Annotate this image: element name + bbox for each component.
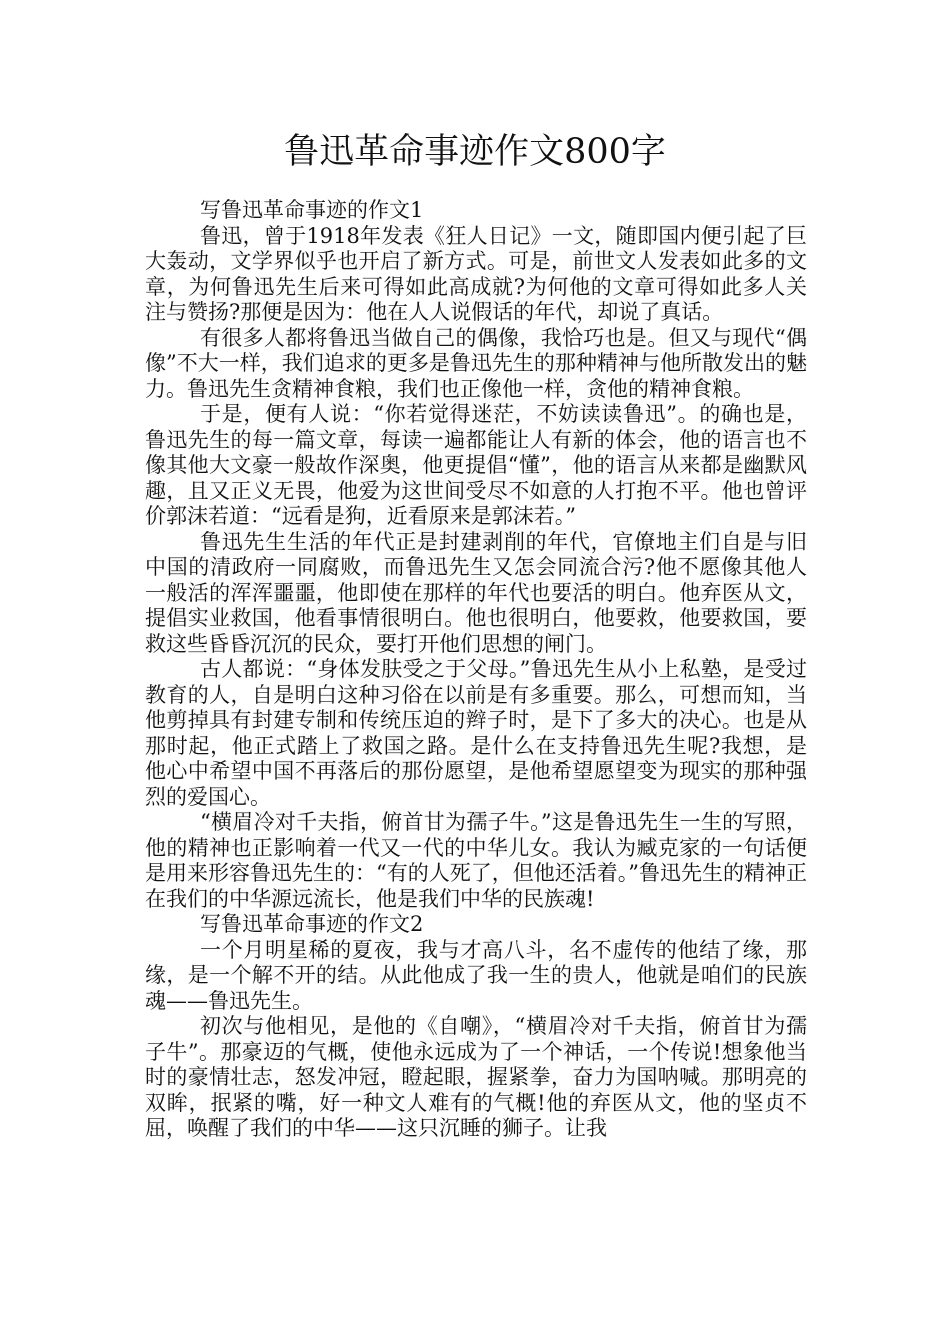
paragraph: 鲁迅，曾于1918年发表《狂人日记》一文，随即国内便引起了巨大轰动，文学界似乎也开启了新方式。可是，前世文人发表如此多的文章，为何鲁迅先生后来可得如此高成就?为何他的文章可得如此多人关注与赞扬?那便是因为：他在人人说假话的年代，却说了真话。	[145, 223, 807, 324]
paragraph: 古人都说：“身体发肤受之于父母。”鲁迅先生从小上私塾，是受过教育的人，自是明白这种习俗在以前是有多重要。那么，可想而知，当他剪掉具有封建专制和传统压迫的辫子时，是下了多大的决心。也是从那时起，他正式踏上了救国之路。是什么在支持鲁迅先生呢?我想，是他心中希望中国不再落后的那份愿望，是他希望愿望变为现实的那种强烈的爱国心。	[145, 657, 807, 809]
paragraph: 于是，便有人说：“你若觉得迷茫，不妨读读鲁迅”。的确也是，鲁迅先生的每一篇文章，每读一遍都能让人有新的体会，他的语言也不像其他大文豪一般故作深奥，他更提倡“懂”，他的语言从来都是幽默风趣，且又正义无畏，他爱为这世间受尽不如意的人打抱不平。他也曾评价郭沫若道：“远看是狗，近看原来是郭沫若。”	[145, 402, 807, 528]
document-title: 鲁迅革命事迹作文800字	[284, 132, 666, 172]
section-heading: 写鲁迅革命事迹的作文2	[200, 912, 424, 936]
paragraph: 初次与他相见，是他的《自嘲》，“横眉冷对千夫指，俯首甘为孺子牛”。那豪迈的气概，使他永远成为了一个神话，一个传说!想象他当时的豪情壮志，怒发冲冠，瞪起眼，握紧拳，奋力为国呐喊。那明亮的双眸，抿紧的嘴，好一种文人难有的气概!他的弃医从文，他的坚贞不屈，唤醒了我们的中华——这只沉睡的狮子。让我	[145, 1014, 807, 1140]
paragraph: 鲁迅先生生活的年代正是封建剥削的年代，官僚地主们自是与旧中国的清政府一同腐败，而鲁迅先生又怎会同流合污?他不愿像其他人一般活的浑浑噩噩，他即使在那样的年代也要活的明白。他弃医从文，提倡实业救国，他看事情很明白。他也很明白，他要救，他要救国，要救这些昏昏沉沉的民众，要打开他们思想的闸门。	[145, 529, 807, 656]
paragraph: “横眉冷对千夫指，俯首甘为孺子牛。”这是鲁迅先生一生的写照，他的精神也正影响着一代又一代的中华儿女。我认为臧克家的一句话便是用来形容鲁迅先生的：“有的人死了，但他还活着。”鲁迅先生的精神正在我们的中华源远流长，他是我们中华的民族魂!	[145, 810, 807, 911]
document-body	[145, 198, 807, 1142]
paragraph: 有很多人都将鲁迅当做自己的偶像，我恰巧也是。但又与现代“偶像”不大一样，我们追求的更多是鲁迅先生的那种精神与他所散发出的魅力。鲁迅先生贪精神食粮，我们也正像他一样，贪他的精神食粮。	[145, 325, 807, 401]
section-heading: 写鲁迅革命事迹的作文1	[200, 198, 424, 222]
paragraph: 一个月明星稀的夏夜，我与才高八斗，名不虚传的他结了缘，那缘，是一个解不开的结。从此他成了我一生的贵人，他就是咱们的民族魂——鲁迅先生。	[145, 937, 807, 1013]
